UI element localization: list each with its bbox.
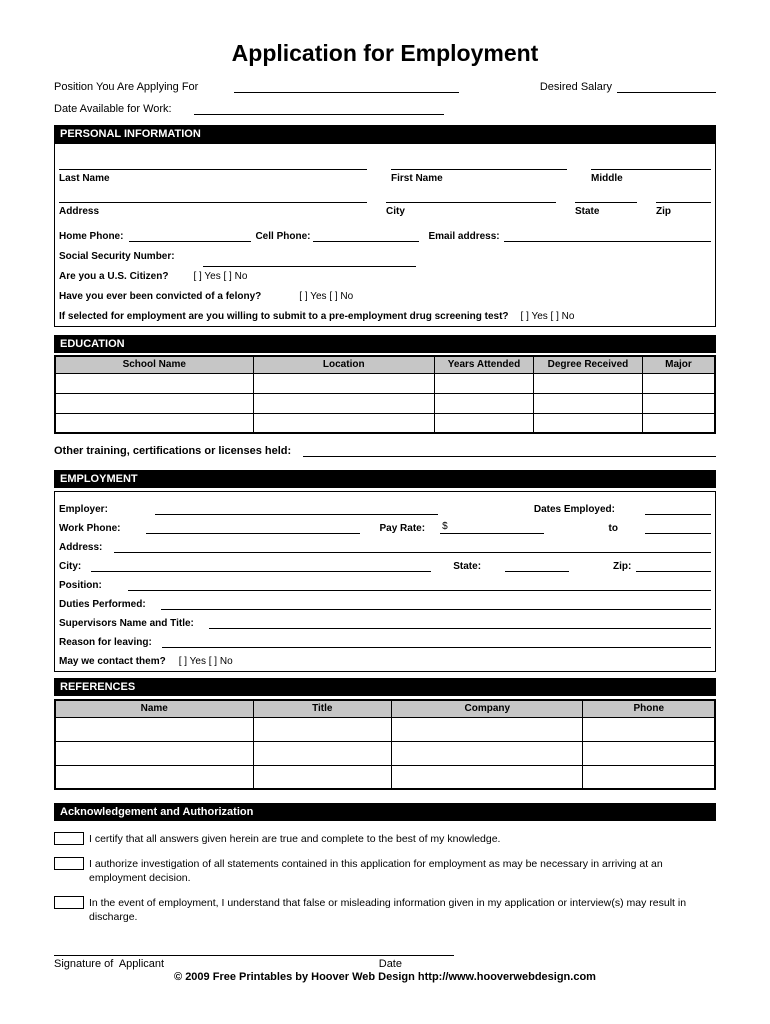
dates-employed-label: Dates Employed: bbox=[533, 504, 615, 515]
education-cell[interactable] bbox=[642, 373, 715, 393]
date-available-label: Date Available for Work: bbox=[54, 103, 172, 115]
citizen-yes-no-checkboxes[interactable]: [ ] Yes [ ] No bbox=[193, 271, 248, 282]
application-form bbox=[54, 0, 716, 983]
other-training-row bbox=[54, 444, 716, 457]
position-field[interactable] bbox=[234, 80, 459, 93]
education-cell[interactable] bbox=[642, 413, 715, 433]
email-field[interactable] bbox=[504, 229, 711, 242]
zip-field[interactable] bbox=[656, 190, 711, 203]
references-cell[interactable] bbox=[55, 717, 253, 741]
position-held-label: Position: bbox=[59, 580, 102, 591]
last-name-label: Last Name bbox=[59, 173, 110, 184]
employment-city-field[interactable] bbox=[91, 559, 431, 572]
city-group bbox=[386, 190, 556, 220]
education-row bbox=[55, 393, 715, 413]
employment-city-label: City: bbox=[59, 561, 82, 572]
employment-address-field[interactable] bbox=[114, 540, 711, 553]
other-training-label: Other training, certifications or licenses held: bbox=[54, 445, 292, 457]
education-cell[interactable] bbox=[253, 373, 435, 393]
cell-phone-label: Cell Phone: bbox=[255, 231, 311, 242]
section-bar-employment: EMPLOYMENT bbox=[54, 470, 716, 488]
references-row bbox=[55, 765, 715, 789]
education-cell[interactable] bbox=[534, 393, 643, 413]
middle-name-group bbox=[591, 157, 711, 187]
acknowledgement-checkbox-1[interactable] bbox=[54, 832, 84, 845]
education-cell[interactable] bbox=[642, 393, 715, 413]
first-name-label: First Name bbox=[391, 173, 443, 184]
education-col-degree-received: Degree Received bbox=[534, 356, 643, 373]
work-phone-row bbox=[59, 515, 711, 534]
felony-row bbox=[59, 282, 711, 302]
home-phone-label: Home Phone: bbox=[59, 231, 124, 242]
references-cell[interactable] bbox=[253, 741, 392, 765]
reason-leaving-label: Reason for leaving: bbox=[59, 637, 152, 648]
position-held-field[interactable] bbox=[128, 578, 711, 591]
references-cell[interactable] bbox=[55, 765, 253, 789]
email-label: Email address: bbox=[428, 231, 500, 242]
date-available-row bbox=[54, 102, 716, 115]
employer-field[interactable] bbox=[155, 502, 438, 515]
acknowledgement-checkbox-3[interactable] bbox=[54, 896, 84, 909]
references-header-row bbox=[55, 700, 715, 717]
work-phone-field[interactable] bbox=[146, 521, 360, 534]
education-cell[interactable] bbox=[253, 393, 435, 413]
contact-employer-question-label: May we contact them? bbox=[59, 656, 166, 667]
employer-label: Employer: bbox=[59, 504, 108, 515]
section-bar-acknowledgement: Acknowledgement and Authorization bbox=[54, 803, 716, 821]
ssn-row bbox=[59, 242, 711, 262]
felony-question-label: Have you ever been convicted of a felony? bbox=[59, 291, 262, 302]
references-cell[interactable] bbox=[583, 765, 715, 789]
education-col-location: Location bbox=[253, 356, 435, 373]
section-bar-personal-information: PERSONAL INFORMATION bbox=[54, 125, 716, 143]
middle-name-field[interactable] bbox=[591, 157, 711, 170]
supervisor-row bbox=[59, 610, 711, 629]
contact-employer-row bbox=[59, 648, 711, 667]
work-phone-label: Work Phone: bbox=[59, 523, 121, 534]
education-cell[interactable] bbox=[253, 413, 435, 433]
supervisor-label: Supervisors Name and Title: bbox=[59, 618, 194, 629]
education-col-major: Major bbox=[642, 356, 715, 373]
last-name-group bbox=[59, 157, 367, 187]
acknowledgement-statement-2: I authorize investigation of all statements contained in this application for employment as may be necessary in arriving at an employment decision. bbox=[89, 858, 663, 884]
dates-employed-to-field[interactable] bbox=[645, 521, 711, 534]
section-bar-references: REFERENCES bbox=[54, 678, 716, 696]
reason-leaving-field[interactable] bbox=[162, 635, 711, 648]
duties-label: Duties Performed: bbox=[59, 599, 146, 610]
employment-zip-label: Zip: bbox=[613, 561, 632, 572]
dollar-sign: $ bbox=[442, 521, 448, 532]
first-name-group bbox=[391, 157, 567, 187]
employment-state-field[interactable] bbox=[505, 559, 569, 572]
city-label: City bbox=[386, 206, 405, 217]
pay-rate-label: Pay Rate: bbox=[379, 523, 426, 534]
section-bar-education: EDUCATION bbox=[54, 335, 716, 353]
education-cell[interactable] bbox=[534, 413, 643, 433]
middle-name-label: Middle bbox=[591, 173, 623, 184]
education-cell[interactable] bbox=[55, 373, 253, 393]
references-cell[interactable] bbox=[583, 717, 715, 741]
reason-leaving-row bbox=[59, 629, 711, 648]
employer-row bbox=[59, 496, 711, 515]
employment-city-row bbox=[59, 553, 711, 572]
education-col-years-attended: Years Attended bbox=[435, 356, 534, 373]
last-name-field[interactable] bbox=[59, 157, 367, 170]
other-training-field[interactable] bbox=[303, 444, 716, 457]
employment-address-label: Address: bbox=[59, 542, 103, 553]
zip-label: Zip bbox=[656, 206, 671, 217]
references-table bbox=[54, 699, 716, 790]
education-cell[interactable] bbox=[55, 393, 253, 413]
education-row bbox=[55, 373, 715, 393]
references-row bbox=[55, 741, 715, 765]
references-col-company: Company bbox=[392, 700, 583, 717]
contact-employer-yes-no-checkboxes[interactable]: [ ] Yes [ ] No bbox=[178, 656, 233, 667]
education-row bbox=[55, 413, 715, 433]
education-cell[interactable] bbox=[435, 393, 534, 413]
copyright-text: © 2009 Free Printables by Hoover Web Design http://www.hooverwebdesign.com bbox=[174, 971, 596, 983]
references-col-name: Name bbox=[55, 700, 253, 717]
state-label: State bbox=[575, 206, 600, 217]
duties-row bbox=[59, 591, 711, 610]
zip-group bbox=[656, 190, 711, 220]
education-table bbox=[54, 355, 716, 434]
education-cell[interactable] bbox=[55, 413, 253, 433]
employment-zip-field[interactable] bbox=[636, 559, 711, 572]
acknowledgement-row-1 bbox=[54, 832, 716, 846]
acknowledgement-checkbox-2[interactable] bbox=[54, 857, 84, 870]
duties-field[interactable] bbox=[161, 597, 711, 610]
education-cell[interactable] bbox=[435, 373, 534, 393]
position-label: Position You Are Applying For bbox=[54, 81, 199, 93]
home-phone-field[interactable] bbox=[129, 229, 251, 242]
name-fields-row bbox=[59, 157, 711, 187]
felony-yes-no-checkboxes[interactable]: [ ] Yes [ ] No bbox=[299, 291, 354, 302]
phone-email-row bbox=[59, 220, 711, 242]
education-col-school-name: School Name bbox=[55, 356, 253, 373]
references-col-title: Title bbox=[253, 700, 392, 717]
ssn-label: Social Security Number: bbox=[59, 251, 175, 262]
pay-rate-field[interactable] bbox=[440, 521, 544, 534]
address-fields-row bbox=[59, 190, 711, 220]
references-cell[interactable] bbox=[392, 717, 583, 741]
employment-address-row bbox=[59, 534, 711, 553]
acknowledgement-row-2 bbox=[54, 857, 716, 885]
references-row bbox=[55, 717, 715, 741]
signature-label: Signature of Applicant bbox=[54, 958, 165, 970]
dates-employed-from-field[interactable] bbox=[645, 502, 711, 515]
signature-block[interactable] bbox=[54, 955, 454, 970]
address-field[interactable] bbox=[59, 190, 367, 203]
position-held-row bbox=[59, 572, 711, 591]
ssn-field[interactable] bbox=[203, 254, 416, 267]
employment-state-label: State: bbox=[453, 561, 482, 572]
drug-test-row bbox=[59, 302, 711, 322]
acknowledgement-row-3 bbox=[54, 896, 716, 924]
position-row bbox=[54, 80, 716, 93]
references-cell[interactable] bbox=[253, 717, 392, 741]
date-available-field[interactable] bbox=[194, 102, 444, 115]
personal-information-box bbox=[54, 143, 716, 327]
acknowledgement-statement-1: I certify that all answers given herein are true and complete to the best of my knowledge. bbox=[89, 833, 501, 845]
references-cell[interactable] bbox=[253, 765, 392, 789]
address-group bbox=[59, 190, 367, 220]
first-name-field[interactable] bbox=[391, 157, 567, 170]
references-col-phone: Phone bbox=[583, 700, 715, 717]
date-label: Date bbox=[378, 958, 402, 970]
employment-box bbox=[54, 491, 716, 672]
education-cell[interactable] bbox=[534, 373, 643, 393]
state-group bbox=[575, 190, 637, 220]
supervisor-field[interactable] bbox=[209, 616, 711, 629]
education-cell[interactable] bbox=[435, 413, 534, 433]
address-label: Address bbox=[59, 206, 100, 217]
drug-test-question-label: If selected for employment are you willing to submit to a pre-employment drug screening test? bbox=[59, 311, 509, 322]
references-cell[interactable] bbox=[583, 741, 715, 765]
references-cell[interactable] bbox=[392, 765, 583, 789]
citizen-question-label: Are you a U.S. Citizen? bbox=[59, 271, 169, 282]
drug-test-yes-no-checkboxes[interactable]: [ ] Yes [ ] No bbox=[520, 311, 575, 322]
references-cell[interactable] bbox=[55, 741, 253, 765]
references-cell[interactable] bbox=[392, 741, 583, 765]
dates-employed-to-label: to bbox=[608, 523, 618, 534]
city-field[interactable] bbox=[386, 190, 556, 203]
page-title: Application for Employment bbox=[231, 40, 539, 66]
acknowledgement-statement-3: In the event of employment, I understand that false or misleading information given in my application or interview(s) may result in discharge. bbox=[89, 897, 687, 923]
cell-phone-field[interactable] bbox=[313, 229, 419, 242]
desired-salary-label: Desired Salary bbox=[539, 81, 612, 93]
desired-salary-field[interactable] bbox=[617, 80, 716, 93]
state-field[interactable] bbox=[575, 190, 637, 203]
education-header-row bbox=[55, 356, 715, 373]
